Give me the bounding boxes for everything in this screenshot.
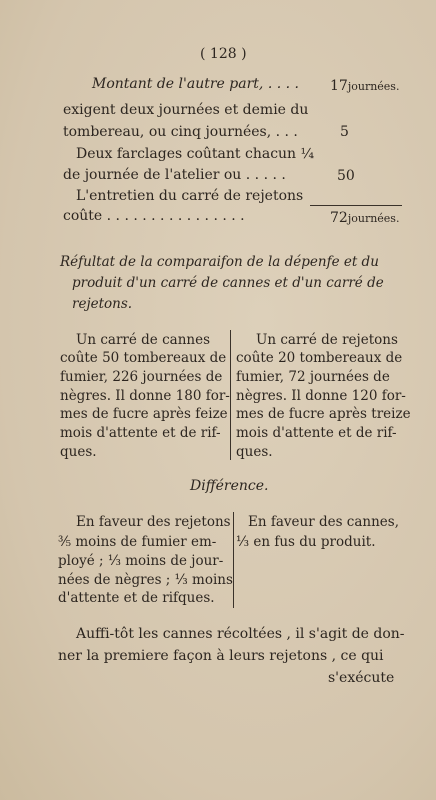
left-column-line: Un carré de cannes — [76, 332, 210, 348]
left-column-line: mois d'attente et de rif- — [60, 425, 221, 441]
expense-line: coûte . . . . . . . . . . . . . . . . — [63, 208, 245, 224]
left-column-line: ques. — [60, 444, 97, 460]
right-column-line: mes de fucre après treize — [236, 406, 411, 422]
expense-amount: 5 — [340, 124, 349, 140]
difference-left-line: nées de nègres ; ⅓ moins — [58, 572, 233, 588]
difference-left-line: ⅗ moins de fumier em- — [58, 534, 217, 550]
left-column-line: mes de fucre après feize — [60, 406, 228, 422]
total-unit: journées. — [347, 212, 400, 225]
carry-over-value: 17 — [330, 78, 348, 94]
difference-divider — [233, 512, 234, 608]
right-column-line: mois d'attente et de rif- — [236, 425, 397, 441]
difference-left-line: En faveur des rejetons — [76, 514, 231, 530]
right-column-line: nègres. Il donne 120 for- — [236, 388, 406, 404]
right-column-line: ques. — [236, 444, 273, 460]
difference-right-line: En faveur des cannes, — [248, 514, 399, 530]
paragraph-catchword: s'exécute — [328, 670, 395, 686]
section-heading-line: rejetons. — [72, 296, 133, 312]
right-column-line: coûte 20 tombereaux de — [236, 350, 403, 366]
difference-title: Différence. — [190, 478, 269, 494]
expense-line: Deux farclages coûtant chacun ¼ — [76, 146, 315, 162]
difference-right-line: ⅓ en fus du produit. — [236, 534, 376, 550]
paragraph-line: ner la premiere façon à leurs rejetons , ce qui — [58, 648, 384, 664]
left-column-line: coûte 50 tombereaux de — [60, 350, 227, 366]
page-number: ( 128 ) — [200, 46, 247, 62]
expense-amount: 50 — [337, 168, 355, 184]
right-column-line: fumier, 72 journées de — [236, 369, 390, 385]
expense-line: de journée de l'atelier ou . . . . . — [63, 167, 286, 183]
total-value: 72 — [330, 210, 348, 226]
column-divider — [230, 330, 231, 460]
carry-over-label: Montant de l'autre part, . . . . — [92, 76, 299, 92]
left-column-line: fumier, 226 journées de — [60, 369, 223, 385]
paragraph-line: Auffi-tôt les cannes récoltées , il s'agit de don- — [76, 626, 405, 642]
expense-line: L'entretien du carré de rejetons — [76, 188, 304, 204]
sum-rule — [310, 205, 402, 206]
section-heading-line: Réfultat de la comparaifon de la dépenfe et du — [60, 254, 379, 270]
right-column-line: Un carré de rejetons — [256, 332, 398, 348]
left-column-line: nègres. Il donne 180 for- — [60, 388, 230, 404]
expense-line: tombereau, ou cinq journées, . . . — [63, 124, 298, 140]
difference-left-line: ployé ; ⅓ moins de jour- — [58, 553, 224, 569]
expense-total — [330, 210, 399, 227]
expense-line: exigent deux journées et demie du — [63, 102, 309, 118]
carry-over-amount — [330, 78, 399, 95]
section-heading-line: produit d'un carré de cannes et d'un carré de — [72, 275, 384, 291]
carry-over-unit: journées. — [347, 80, 400, 93]
difference-left-line: d'attente et de rifques. — [58, 590, 215, 606]
